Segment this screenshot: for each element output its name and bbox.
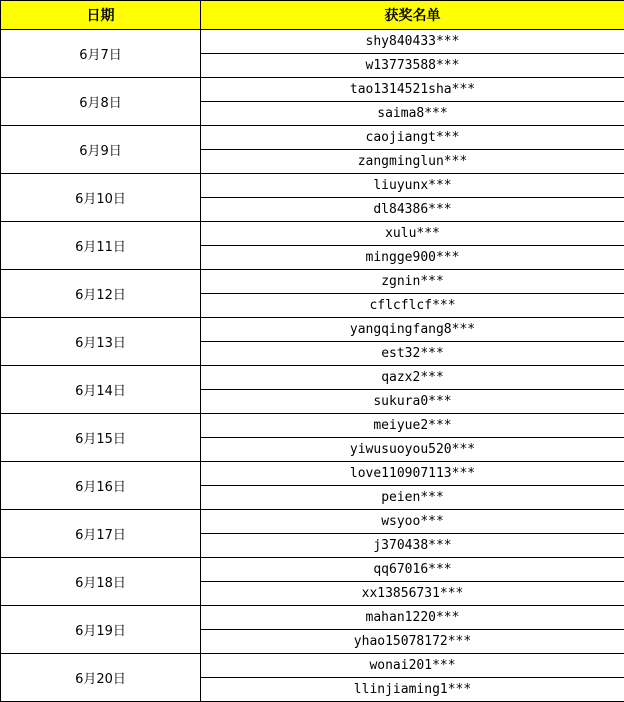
date-cell: 6月15日 xyxy=(1,414,201,462)
date-cell: 6月18日 xyxy=(1,558,201,606)
table-row xyxy=(1,510,624,534)
winner-name-cell: love110907113*** xyxy=(201,462,624,486)
winner-name-cell: wsyoo*** xyxy=(201,510,624,534)
table-row xyxy=(1,318,624,342)
date-cell: 6月20日 xyxy=(1,654,201,702)
winner-name-cell: llinjiaming1*** xyxy=(201,678,624,702)
table-row xyxy=(1,174,624,198)
winner-name-cell: shy840433*** xyxy=(201,30,624,54)
winner-name-cell: mingge900*** xyxy=(201,246,624,270)
winner-name-cell: cflcflcf*** xyxy=(201,294,624,318)
winner-name-cell: meiyue2*** xyxy=(201,414,624,438)
date-cell: 6月19日 xyxy=(1,606,201,654)
table-row xyxy=(1,78,624,102)
winner-name-cell: wonai201*** xyxy=(201,654,624,678)
date-cell: 6月17日 xyxy=(1,510,201,558)
date-cell: 6月11日 xyxy=(1,222,201,270)
winner-name-cell: dl84386*** xyxy=(201,198,624,222)
winner-name-cell: tao1314521sha*** xyxy=(201,78,624,102)
table-row xyxy=(1,30,624,54)
date-cell: 6月10日 xyxy=(1,174,201,222)
winner-name-cell: qazx2*** xyxy=(201,366,624,390)
winner-name-cell: zangminglun*** xyxy=(201,150,624,174)
table-row xyxy=(1,126,624,150)
table-row xyxy=(1,222,624,246)
date-cell: 6月8日 xyxy=(1,78,201,126)
winners-column-header: 获奖名单 xyxy=(201,1,624,30)
table-row xyxy=(1,366,624,390)
table-body xyxy=(1,30,624,702)
winner-name-cell: zgnin*** xyxy=(201,270,624,294)
date-column-header: 日期 xyxy=(1,1,201,30)
winner-name-cell: j370438*** xyxy=(201,534,624,558)
winner-name-cell: caojiangt*** xyxy=(201,126,624,150)
table-row xyxy=(1,462,624,486)
table-row xyxy=(1,606,624,630)
date-cell: 6月13日 xyxy=(1,318,201,366)
date-cell: 6月7日 xyxy=(1,30,201,78)
table-row xyxy=(1,558,624,582)
date-cell: 6月16日 xyxy=(1,462,201,510)
date-cell: 6月9日 xyxy=(1,126,201,174)
winner-name-cell: est32*** xyxy=(201,342,624,366)
winner-name-cell: saima8*** xyxy=(201,102,624,126)
winner-name-cell: qq67016*** xyxy=(201,558,624,582)
date-cell: 6月12日 xyxy=(1,270,201,318)
winner-name-cell: xulu*** xyxy=(201,222,624,246)
table-row xyxy=(1,654,624,678)
date-cell: 6月14日 xyxy=(1,366,201,414)
winner-name-cell: yhao15078172*** xyxy=(201,630,624,654)
table-header-row xyxy=(1,1,624,30)
winner-name-cell: peien*** xyxy=(201,486,624,510)
table-row xyxy=(1,414,624,438)
winner-name-cell: yiwusuoyou520*** xyxy=(201,438,624,462)
winner-name-cell: w13773588*** xyxy=(201,54,624,78)
table-row xyxy=(1,270,624,294)
winner-name-cell: yangqingfang8*** xyxy=(201,318,624,342)
winner-name-cell: mahan1220*** xyxy=(201,606,624,630)
winner-name-cell: sukura0*** xyxy=(201,390,624,414)
winner-name-cell: liuyunx*** xyxy=(201,174,624,198)
winner-name-cell: xx13856731*** xyxy=(201,582,624,606)
